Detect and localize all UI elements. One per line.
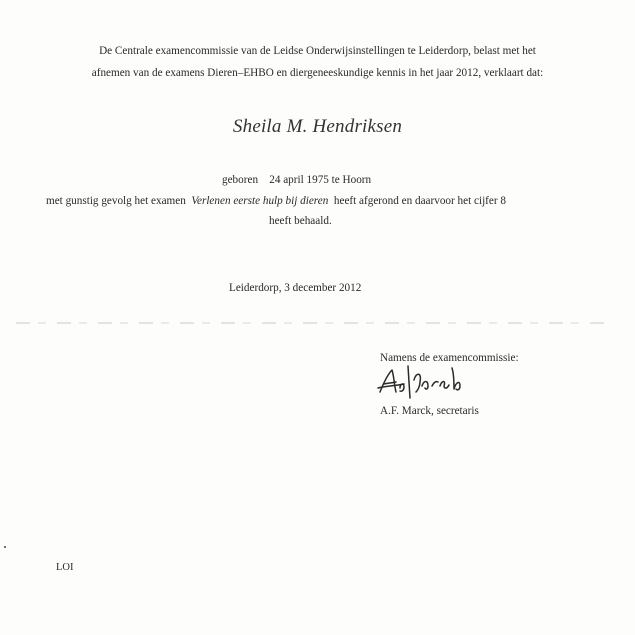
exam-line-suffix: heeft afgerond en daarvoor het cijfer 8 <box>328 195 506 207</box>
scan-speck <box>4 546 6 548</box>
recipient-name: Sheila M. Hendriksen <box>232 116 403 137</box>
intro-line-1: De Centrale examencommissie van de Leidse Onderwijsinstellingen te Leiderdorp, belast met het <box>99 45 536 57</box>
handwritten-signature <box>374 362 470 400</box>
exam-line-2: heeft behaald. <box>269 215 332 227</box>
birth-line: geboren 24 april 1975 te Hoorn <box>222 174 372 186</box>
exam-line <box>46 194 506 208</box>
exam-name: Verlenen eerste hulp bij dieren <box>191 195 329 207</box>
intro-line-2: afnemen van de examens Dieren–EHBO en diergeneeskundige kennis in het jaar 2012, verklaart dat: <box>91 67 544 79</box>
scan-artifact-line <box>16 322 606 324</box>
committee-label: Namens de examencommissie: <box>380 352 519 364</box>
place-date: Leiderdorp, 3 december 2012 <box>229 282 362 294</box>
secretary-line: A.F. Marck, secretaris <box>380 405 479 417</box>
footer-mark: LOI <box>56 562 74 573</box>
exam-line-prefix: met gunstig gevolg het examen <box>46 195 192 207</box>
